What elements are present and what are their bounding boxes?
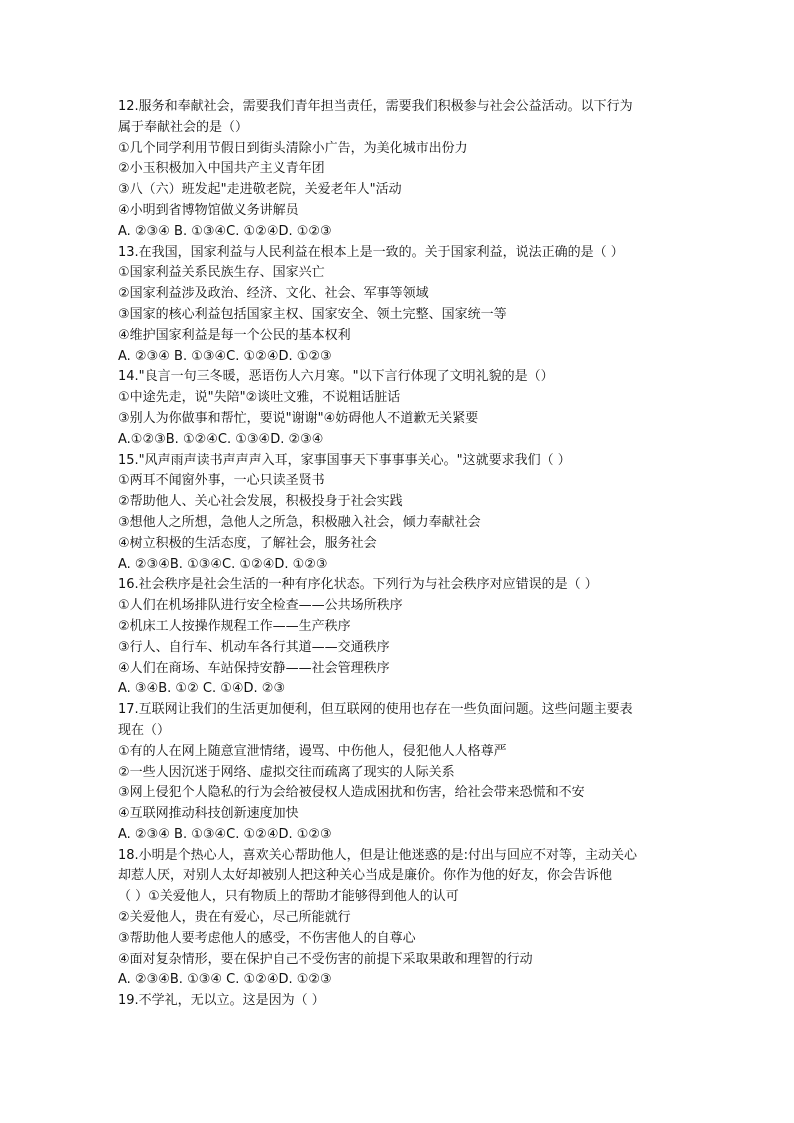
text-line: 却惹人厌，对别人太好却被别人把这种关心当成是廉价。你作为他的好友，你会告诉他 bbox=[118, 868, 613, 884]
text-line: ③网上侵犯个人隐私的行为会给被侵权人造成困扰和伤害，给社会带来恐慌和不安 bbox=[118, 785, 585, 801]
text-line: A. ②③④B. ①③④ C. ①②④D. ①②③ bbox=[118, 972, 332, 988]
text-line: ③八（六）班发起"走进敬老院，关爱老年人"活动 bbox=[118, 182, 402, 198]
text-line: A. ③④B. ①② C. ①④D. ②③ bbox=[118, 681, 286, 697]
text-line: 12.服务和奉献社会，需要我们青年担当责任，需要我们积极参与社会公益活动。以下行为 bbox=[118, 99, 633, 114]
text-line: 15."风声雨声读书声声声入耳，家事国事天下事事事关心。"这就要求我们（ ） bbox=[118, 452, 571, 468]
text-line: ②关爱他人，贵在有爱心，尽己所能就行 bbox=[118, 910, 351, 926]
text-line: 19.不学礼，无以立。这是因为（ ） bbox=[118, 993, 325, 1009]
text-line: ①两耳不闻窗外事，一心只读圣贤书 bbox=[118, 473, 325, 489]
text-line: ④互联网推动科技创新速度加快 bbox=[118, 806, 299, 822]
text-line: （ ）①关爱他人，只有物质上的帮助才能够得到他人的认可 bbox=[118, 889, 459, 905]
text-line: ④小明到省博物馆做义务讲解员 bbox=[118, 202, 299, 218]
text-line: A. ②③④ B. ①③④C. ①②④D. ①②③ bbox=[118, 348, 332, 364]
text-line: A. ②③④ B. ①③④C. ①②④D. ①②③ bbox=[118, 826, 332, 842]
text-line: A. ②③④B. ①③④C. ①②④D. ①②③ bbox=[118, 556, 328, 572]
text-line: ④维护国家利益是每一个公民的基本权利 bbox=[118, 327, 351, 343]
text-line: ③行人、自行车、机动车各行其道——交通秩序 bbox=[118, 639, 390, 655]
text-line: A. ②③④ B. ①③④C. ①②④D. ①②③ bbox=[118, 223, 332, 239]
text-line: ②一些人因沉迷于网络、虚拟交往而疏离了现实的人际关系 bbox=[118, 764, 455, 780]
text-line: ①国家利益关系民族生存、国家兴亡 bbox=[118, 265, 325, 281]
text-line: ②机床工人按操作规程工作——生产秩序 bbox=[118, 618, 351, 634]
text-line: ①有的人在网上随意宣泄情绪，谩骂、中伤他人，侵犯他人人格尊严 bbox=[118, 743, 507, 759]
text-line: ①人们在机场排队进行安全检查——公共场所秩序 bbox=[118, 598, 403, 614]
text-line: ②帮助他人、关心社会发展，积极投身于社会实践 bbox=[118, 494, 403, 510]
text-line: ②国家利益涉及政治、经济、文化、社会、军事等领域 bbox=[118, 286, 429, 302]
text-line: ③帮助他人要考虑他人的感受，不伤害他人的自尊心 bbox=[118, 930, 416, 946]
text-line: 18.小明是个热心人，喜欢关心帮助他人，但是让他迷惑的是:付出与回应不对等，主动关心 bbox=[118, 847, 638, 863]
text-line: ④树立积极的生活态度，了解社会，服务社会 bbox=[118, 535, 377, 551]
text-line: ①中途先走，说"失陪"②谈吐文雅，不说粗话脏话 bbox=[118, 390, 401, 406]
text-line: ②小玉积极加入中国共产主义青年团 bbox=[118, 161, 325, 177]
text-line: ④面对复杂情形，要在保护自己不受伤害的前提下采取果敢和理智的行动 bbox=[118, 951, 533, 967]
text-line: ①几个同学利用节假日到街头清除小广告，为美化城市出份力 bbox=[118, 140, 468, 156]
text-line: ③国家的核心利益包括国家主权、国家安全、领土完整、国家统一等 bbox=[118, 306, 507, 322]
text-line: 属于奉献社会的是（） bbox=[118, 119, 249, 135]
text-line: ③别人为你做事和帮忙，要说"谢谢"④妨碍他人不道歉无关紧要 bbox=[118, 410, 479, 426]
text-line: A.①②③B. ①②④C. ①③④D. ②③④ bbox=[118, 431, 324, 447]
text-line: 16.社会秩序是社会生活的一种有序化状态。下列行为与社会秩序对应错误的是（ ） bbox=[118, 577, 598, 593]
text-line: 13.在我国，国家利益与人民利益在根本上是一致的。关于国家利益，说法正确的是（ ） bbox=[118, 244, 624, 260]
text-line: ④人们在商场、车站保持安静——社会管理秩序 bbox=[118, 660, 390, 676]
text-line: ③想他人之所想，急他人之所急，积极融入社会，倾力奉献社会 bbox=[118, 514, 481, 530]
text-line: 17.互联网让我们的生活更加便利，但互联网的使用也存在一些负面问题。这些问题主要表 bbox=[118, 702, 633, 718]
document-page bbox=[118, 97, 678, 1012]
text-line: 现在（） bbox=[118, 722, 171, 738]
text-line: 14."良言一句三冬暖，恶语伤人六月寒。"以下言行体现了文明礼貌的是（） bbox=[118, 369, 554, 385]
